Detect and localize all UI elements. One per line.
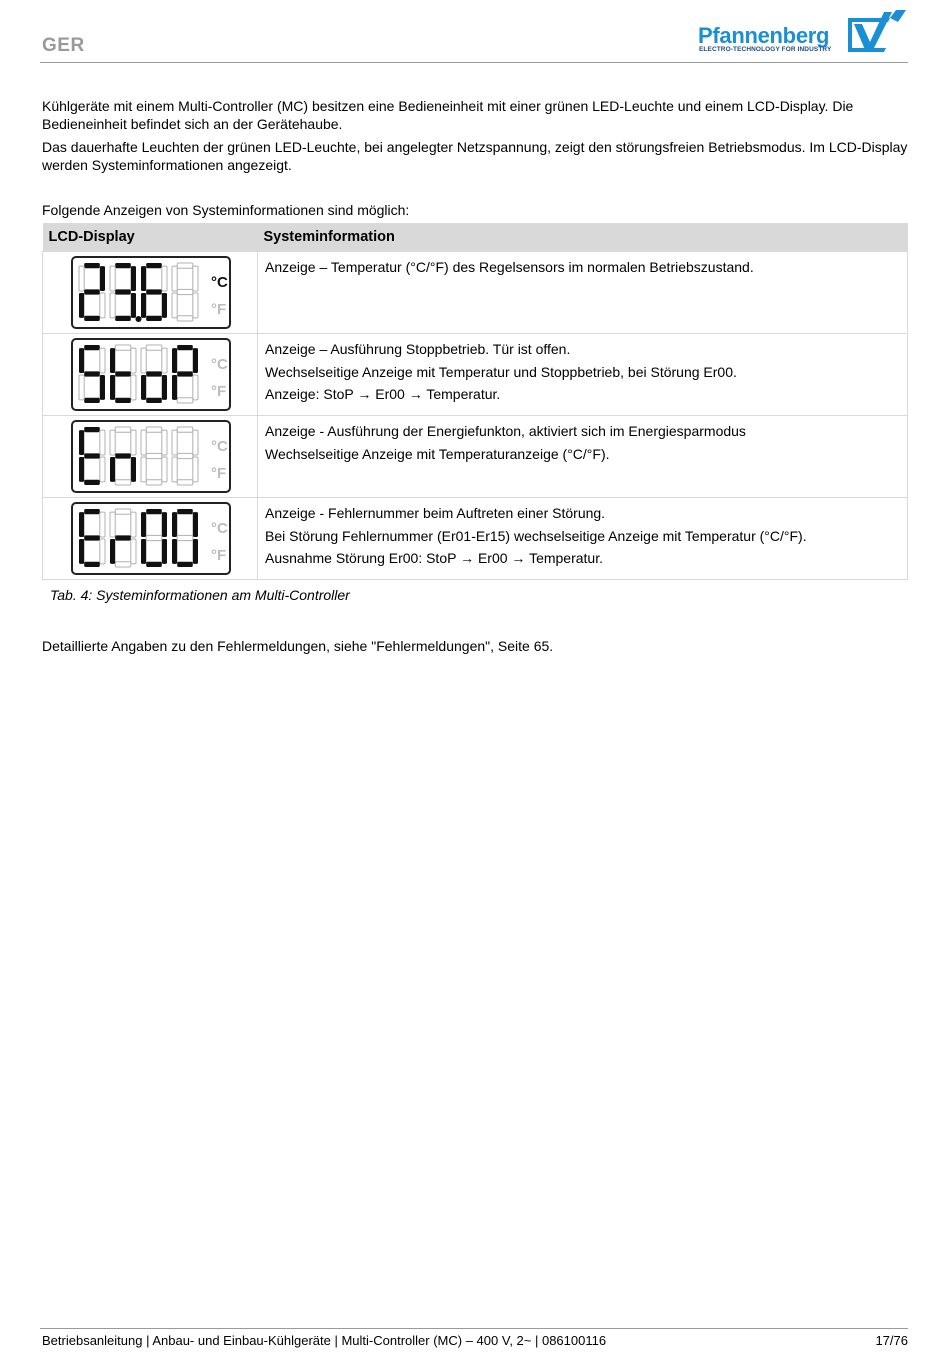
lcd-segment (162, 375, 167, 400)
lcd-segment (141, 430, 146, 455)
info-cell (258, 416, 908, 498)
lcd-segment (115, 427, 131, 432)
info-line: Anzeige – Temperatur (°C/°F) des Regelsensors im normalen Betriebszustand. (265, 259, 754, 275)
table-row (43, 252, 908, 334)
lcd-segment (79, 293, 84, 318)
lcd-segment (193, 348, 198, 373)
reference-paragraph: Detaillierte Angaben zu den Fehlermeldungen, siehe "Fehlermeldungen", Seite 65. (42, 638, 554, 654)
lcd-segment (131, 512, 136, 537)
lcd-segment (193, 457, 198, 482)
lcd-segment (162, 266, 167, 291)
page-number: 17/76 (875, 1333, 908, 1348)
lcd-segment (110, 348, 115, 373)
lcd-segment (79, 457, 84, 482)
info-cell (258, 252, 908, 334)
lcd-segment (172, 512, 177, 537)
lcd-segment (146, 398, 162, 403)
lcd-segment (115, 453, 131, 458)
lcd-segment (172, 430, 177, 455)
lcd-segment (172, 293, 177, 318)
lcd-segment (131, 348, 136, 373)
lcd-segment (110, 293, 115, 318)
table-row (43, 416, 908, 498)
lcd-segment (84, 316, 100, 321)
lcd-segment (193, 430, 198, 455)
lcd-segment (84, 398, 100, 403)
footer-rule (40, 1328, 908, 1329)
lcd-cell (43, 498, 258, 580)
lcd-segment (172, 348, 177, 373)
lcd-segment (146, 316, 162, 321)
lcd-segment (162, 512, 167, 537)
lcd-segment (131, 293, 136, 318)
info-line: Ausnahme Störung Er00: StoP → Er00 → Temperatur. (265, 550, 603, 566)
header-rule (40, 62, 908, 63)
lcd-segment (131, 539, 136, 564)
lcd-cell (43, 334, 258, 416)
lcd-segment (193, 375, 198, 400)
lcd-display-image (71, 256, 231, 329)
lcd-segment (131, 266, 136, 291)
info-line: Bei Störung Fehlernummer (Er01-Er15) wechselseitige Anzeige mit Temperatur (°C/°F). (265, 527, 807, 544)
lcd-segment (115, 263, 131, 268)
info-line: Anzeige - Fehlernummer beim Auftreten einer Störung. (265, 505, 606, 521)
lcd-segment (177, 345, 193, 350)
table-row (43, 498, 908, 580)
info-cell (258, 498, 908, 580)
lcd-segment (84, 371, 100, 376)
lcd-segment (100, 293, 105, 318)
lcd-segment (100, 430, 105, 455)
intro-paragraph-3: Folgende Anzeigen von Systeminformationen sind möglich: (42, 202, 410, 218)
lcd-segment (141, 457, 146, 482)
lcd-segment (146, 535, 162, 540)
lcd-segment (110, 539, 115, 564)
info-cell (258, 334, 908, 416)
lcd-segment (100, 266, 105, 291)
lcd-segment (146, 427, 162, 432)
lcd-fahrenheit-indicator: °F (211, 301, 227, 318)
table-caption: Tab. 4: Systeminformationen am Multi-Controller (50, 587, 350, 603)
lcd-segment (146, 345, 162, 350)
lcd-celsius-indicator: °C (211, 520, 228, 537)
lcd-segment (141, 512, 146, 537)
lcd-segment (146, 480, 162, 485)
lcd-segment (146, 453, 162, 458)
lcd-segment (115, 371, 131, 376)
lcd-segment (79, 266, 84, 291)
lcd-segment (115, 316, 131, 321)
logo-mark-icon (844, 8, 908, 56)
lcd-segment (146, 509, 162, 514)
lcd-segment (162, 293, 167, 318)
lcd-segment (177, 562, 193, 567)
lcd-segment (79, 539, 84, 564)
lcd-segment (84, 289, 100, 294)
lcd-segment (100, 375, 105, 400)
lcd-segment (110, 266, 115, 291)
lcd-segment (177, 535, 193, 540)
lcd-segment (172, 539, 177, 564)
lcd-segment (115, 289, 131, 294)
lcd-segment (115, 480, 131, 485)
lcd-segment (110, 430, 115, 455)
lcd-segment (84, 562, 100, 567)
lcd-segment (141, 375, 146, 400)
lcd-fahrenheit-indicator: °F (211, 547, 227, 564)
lcd-segment (172, 266, 177, 291)
lcd-segment (141, 266, 146, 291)
company-logo (698, 8, 910, 58)
lcd-display-image (71, 338, 231, 411)
lcd-segment (141, 348, 146, 373)
lcd-segment (115, 535, 131, 540)
lcd-segment (177, 427, 193, 432)
lcd-segment (115, 345, 131, 350)
info-line: Anzeige - Ausführung der Energiefunkton, aktiviert sich im Energiesparmodus (265, 423, 746, 439)
lcd-segment (172, 375, 177, 400)
lcd-fahrenheit-indicator: °F (211, 383, 227, 400)
logo-tagline: ELECTRO-TECHNOLOGY FOR INDUSTRY (699, 46, 832, 53)
lcd-celsius-indicator: °C (211, 274, 228, 291)
lcd-display-image (71, 420, 231, 493)
lcd-segment (131, 457, 136, 482)
lcd-segment (79, 375, 84, 400)
lcd-segment (172, 457, 177, 482)
footer-text: Betriebsanleitung | Anbau- und Einbau-Kühlgeräte | Multi-Controller (MC) – 400 V, 2~ | 086100116 (42, 1333, 607, 1348)
lcd-segment (162, 457, 167, 482)
lcd-segment (100, 512, 105, 537)
lcd-segment (177, 316, 193, 321)
lcd-segment (79, 348, 84, 373)
intro-paragraph-1: Kühlgeräte mit einem Multi-Controller (MC) besitzen eine Bedieneinheit mit einer grünen LED-Leuchte und einem LCD-Display. Die Bedieneinheit befindet sich an der Gerätehaube. (42, 98, 854, 132)
lcd-fahrenheit-indicator: °F (211, 465, 227, 482)
lcd-segment (115, 562, 131, 567)
lcd-celsius-indicator: °C (211, 438, 228, 455)
lcd-segment (162, 539, 167, 564)
lcd-segment (100, 348, 105, 373)
table-row (43, 334, 908, 416)
lcd-segment (146, 263, 162, 268)
lcd-segment (110, 375, 115, 400)
lcd-segment (193, 539, 198, 564)
lcd-segment (177, 289, 193, 294)
info-line: Anzeige – Ausführung Stoppbetrieb. Tür ist offen. (265, 341, 571, 357)
lcd-segment (110, 457, 115, 482)
lcd-segment (193, 266, 198, 291)
info-line: Wechselseitige Anzeige mit Temperatur und Stoppbetrieb, bei Störung Er00. (265, 363, 737, 380)
lcd-segment (177, 453, 193, 458)
system-info-table (42, 223, 908, 580)
lcd-cell (43, 416, 258, 498)
info-line: Anzeige: StoP → Er00 → Temperatur. (265, 386, 501, 402)
lcd-segment (84, 427, 100, 432)
lcd-segment (100, 457, 105, 482)
lcd-segment (84, 509, 100, 514)
lcd-display-image (71, 502, 231, 575)
lcd-segment (84, 480, 100, 485)
intro-paragraph-2: Das dauerhafte Leuchten der grünen LED-Leuchte, bei angelegter Netzspannung, zeigt den störungsfreien Betriebsmodus. Im LCD-Display werden Systeminformationen angezeigt. (42, 139, 908, 173)
lcd-segment (131, 430, 136, 455)
lcd-celsius-indicator: °C (211, 356, 228, 373)
lcd-segment (84, 453, 100, 458)
lcd-segment (100, 539, 105, 564)
column-header-display: LCD-Display (43, 223, 258, 252)
lcd-segment (131, 375, 136, 400)
lcd-segment (115, 398, 131, 403)
info-line: Wechselseitige Anzeige mit Temperaturanzeige (°C/°F). (265, 445, 610, 462)
lcd-segment (115, 509, 131, 514)
lcd-segment (84, 263, 100, 268)
lcd-segment (193, 293, 198, 318)
lcd-segment (146, 289, 162, 294)
lcd-segment (177, 398, 193, 403)
lcd-segment (141, 539, 146, 564)
lcd-cell (43, 252, 258, 334)
column-header-info: Systeminformation (258, 223, 908, 252)
lcd-segment (79, 430, 84, 455)
lcd-segment (193, 512, 198, 537)
lcd-segment (84, 535, 100, 540)
header-language: GER (42, 35, 85, 56)
lcd-segment (177, 371, 193, 376)
lcd-segment (146, 562, 162, 567)
lcd-segment (141, 293, 146, 318)
lcd-segment (177, 480, 193, 485)
lcd-segment (162, 348, 167, 373)
lcd-segment (177, 263, 193, 268)
lcd-segment (146, 371, 162, 376)
lcd-segment (79, 512, 84, 537)
lcd-segment (162, 430, 167, 455)
lcd-segment (84, 345, 100, 350)
logo-name: Pfannenberg (698, 23, 830, 48)
lcd-segment (110, 512, 115, 537)
lcd-segment (177, 509, 193, 514)
lcd-decimal-point (136, 316, 142, 322)
